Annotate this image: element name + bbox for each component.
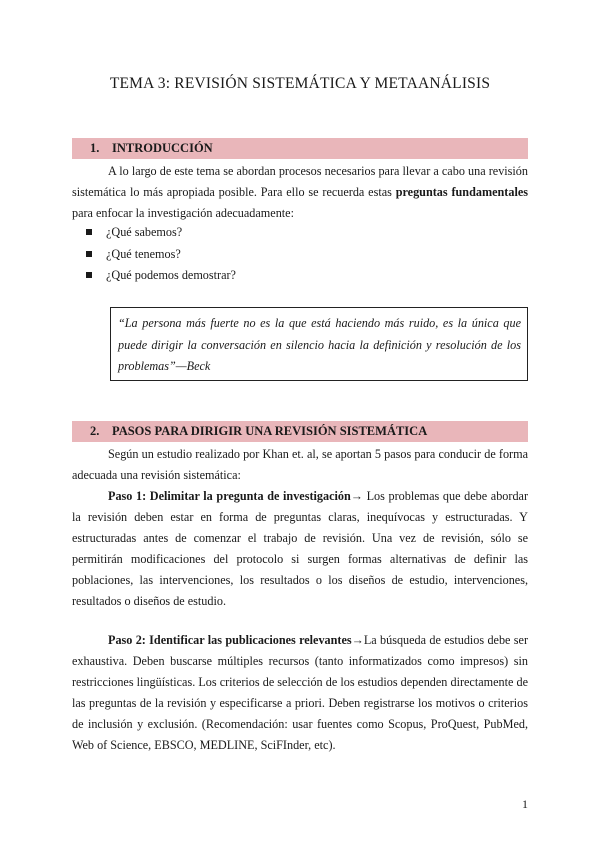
square-bullet-icon xyxy=(86,229,92,235)
steps-intro-paragraph: Según un estudio realizado por Khan et. al, se aportan 5 pasos para conducir de forma adecuada una revisión sistemática: xyxy=(72,447,528,482)
step-2-paragraph xyxy=(72,630,528,756)
square-bullet-icon xyxy=(86,272,92,278)
step-1-text: Los problemas que debe abordar la revisión deben estar en forma de preguntas claras, inequívocas y estructuradas. Y estructuradas antes de comenzar el trabajo de revisión. Una vez de revisión, sólo se permitirán modificaciones del protocolo si surgen formas alternativas de definir las poblaciones, las intervenciones, los resultados o los diseños de estudio, intervenciones, resultados o diseños de estudio. xyxy=(72,489,529,608)
section-heading-pasos xyxy=(72,421,528,442)
intro-text-end: para enfocar la investigación adecuadamente: xyxy=(72,206,294,220)
section-number: 2. xyxy=(90,424,100,438)
question-list xyxy=(86,222,236,287)
arrow-icon: → xyxy=(350,489,367,503)
intro-paragraph xyxy=(72,161,528,224)
document-title: TEMA 3: REVISIÓN SISTEMÁTICA Y METAANÁLISIS xyxy=(109,75,491,92)
list-item-text: ¿Qué podemos demostrar? xyxy=(106,268,236,282)
step-2-label: Paso 2: Identificar las publicaciones relevantes xyxy=(108,633,352,647)
square-bullet-icon xyxy=(86,251,92,257)
list-item-text: ¿Qué tenemos? xyxy=(106,246,181,261)
section-title: INTRODUCCIÓN xyxy=(112,141,213,155)
list-item xyxy=(86,265,236,287)
step-1-paragraph xyxy=(72,486,528,612)
list-item-text: ¿Qué sabemos? xyxy=(106,225,183,239)
page-number: 1 xyxy=(522,797,528,811)
section-number: 1. xyxy=(90,141,100,155)
list-item xyxy=(86,244,236,266)
arrow-icon: → xyxy=(351,633,364,647)
step-2-text: La búsqueda de estudios debe ser exhaustiva. Deben buscarse múltiples recursos (tanto informatizados como impresos) sin restricciones lingüísticas. Los criterios de selección de los estudios dependen directamente de las preguntas de la revisión y especificarse a priori. Deben registrarse los motivos o criterios de inclusión y exclusión. (Recomendación: usar fuentes como Scopus, ProQuest, PubMed, Web of Science, EBSCO, MEDLINE, SciFInder, etc). xyxy=(72,633,528,752)
intro-bold-text: preguntas fundamentales xyxy=(395,185,528,199)
section-title: PASOS PARA DIRIGIR UNA REVISIÓN SISTEMÁTICA xyxy=(112,424,428,438)
step-1-label: Paso 1: Delimitar la pregunta de investigación xyxy=(108,489,351,503)
section-heading-introduccion xyxy=(72,138,528,159)
quote-box: “La persona más fuerte no es la que está haciendo más ruido, es la única que puede dirigir la conversación en silencio hacia la definición y resolución de los problemas”—Beck xyxy=(110,307,528,381)
intro-text: A lo largo de este tema se abordan procesos necesarios para llevar a cabo una revisión sistemática lo más apropiada posible. Para ello se recuerda estas xyxy=(72,164,528,199)
list-item xyxy=(86,222,236,244)
